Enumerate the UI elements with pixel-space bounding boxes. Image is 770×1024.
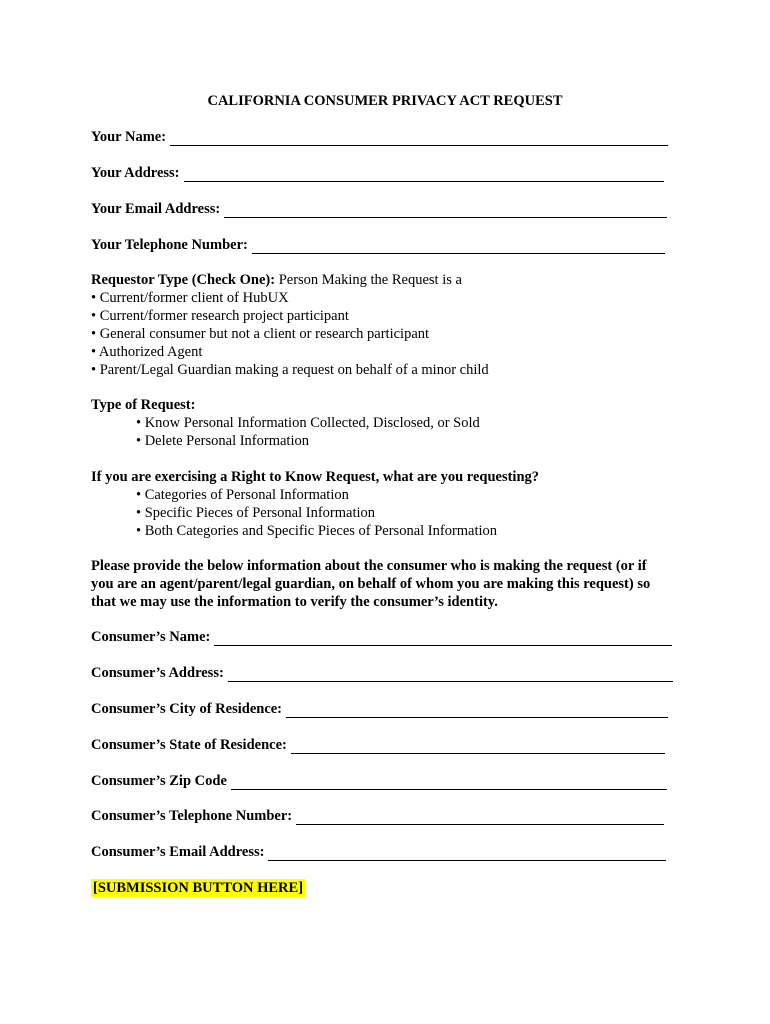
consumer-state-field[interactable] [91, 736, 665, 754]
consumer-zip-field[interactable] [91, 772, 667, 790]
your-email-field[interactable] [91, 200, 667, 218]
requestor-option-client[interactable]: • Current/former client of HubUX [91, 290, 289, 306]
your-name-input-line[interactable] [170, 132, 668, 146]
requestor-type-section [91, 271, 489, 379]
consumer-telephone-field[interactable] [91, 807, 664, 825]
submission-button[interactable]: [SUBMISSION BUTTON HERE] [93, 880, 304, 896]
consumer-address-field[interactable] [91, 664, 673, 682]
consumer-address-input-line[interactable] [228, 668, 673, 682]
consumer-telephone-label: Consumer’s Telephone Number: [91, 808, 293, 824]
request-type-heading: Type of Request: [91, 397, 196, 413]
consumer-email-label: Consumer’s Email Address: [91, 844, 265, 860]
requestor-type-heading-row [91, 271, 489, 289]
request-type-section [91, 396, 480, 450]
your-name-field[interactable] [91, 128, 668, 146]
consumer-name-label: Consumer’s Name: [91, 629, 211, 645]
your-address-field[interactable] [91, 164, 664, 182]
your-email-input-line[interactable] [224, 204, 667, 218]
right-to-know-section [91, 468, 539, 540]
consumer-city-field[interactable] [91, 700, 668, 718]
know-option-specific[interactable]: • Specific Pieces of Personal Information [136, 505, 376, 521]
consumer-info-paragraph [91, 557, 683, 611]
consumer-city-input-line[interactable] [286, 704, 668, 718]
consumer-telephone-input-line[interactable] [296, 811, 664, 825]
your-address-label: Your Address: [91, 165, 180, 181]
your-telephone-label: Your Telephone Number: [91, 237, 248, 253]
consumer-city-label: Consumer’s City of Residence: [91, 701, 283, 717]
request-option-delete[interactable]: • Delete Personal Information [136, 433, 309, 449]
document-title: CALIFORNIA CONSUMER PRIVACY ACT REQUEST [207, 93, 563, 109]
request-option-know[interactable]: • Know Personal Information Collected, Disclosed, or Sold [136, 415, 480, 431]
your-telephone-field[interactable] [91, 236, 665, 254]
requestor-option-guardian[interactable]: • Parent/Legal Guardian making a request on behalf of a minor child [91, 362, 489, 378]
requestor-option-agent[interactable]: • Authorized Agent [91, 344, 203, 360]
consumer-address-label: Consumer’s Address: [91, 665, 224, 681]
your-telephone-input-line[interactable] [252, 240, 665, 254]
requestor-option-research[interactable]: • Current/former research project participant [91, 308, 349, 324]
consumer-info-line-1: Please provide the below information about the consumer who is making the request (or if [91, 558, 647, 574]
know-option-both[interactable]: • Both Categories and Specific Pieces of Personal Information [136, 523, 498, 539]
your-address-input-line[interactable] [184, 168, 664, 182]
consumer-name-input-line[interactable] [214, 632, 672, 646]
your-name-label: Your Name: [91, 129, 167, 145]
consumer-zip-input-line[interactable] [231, 776, 667, 790]
consumer-state-label: Consumer’s State of Residence: [91, 737, 287, 753]
consumer-email-field[interactable] [91, 843, 666, 861]
requestor-option-general[interactable]: • General consumer but not a client or research participant [91, 326, 430, 342]
consumer-zip-label: Consumer’s Zip Code [91, 773, 227, 789]
your-email-label: Your Email Address: [91, 201, 221, 217]
consumer-info-line-2: you are an agent/parent/legal guardian, on behalf of whom you are making this request) so [91, 576, 651, 592]
know-option-categories[interactable]: • Categories of Personal Information [136, 487, 349, 503]
consumer-info-line-3: that we may use the information to verify the consumer’s identity. [91, 594, 498, 610]
requestor-type-subtext: Person Making the Request is a [278, 272, 462, 288]
right-to-know-heading: If you are exercising a Right to Know Request, what are you requesting? [91, 469, 540, 485]
requestor-type-heading: Requestor Type (Check One): [91, 272, 276, 288]
consumer-name-field[interactable] [91, 628, 672, 646]
consumer-email-input-line[interactable] [268, 847, 666, 861]
consumer-state-input-line[interactable] [291, 740, 665, 754]
